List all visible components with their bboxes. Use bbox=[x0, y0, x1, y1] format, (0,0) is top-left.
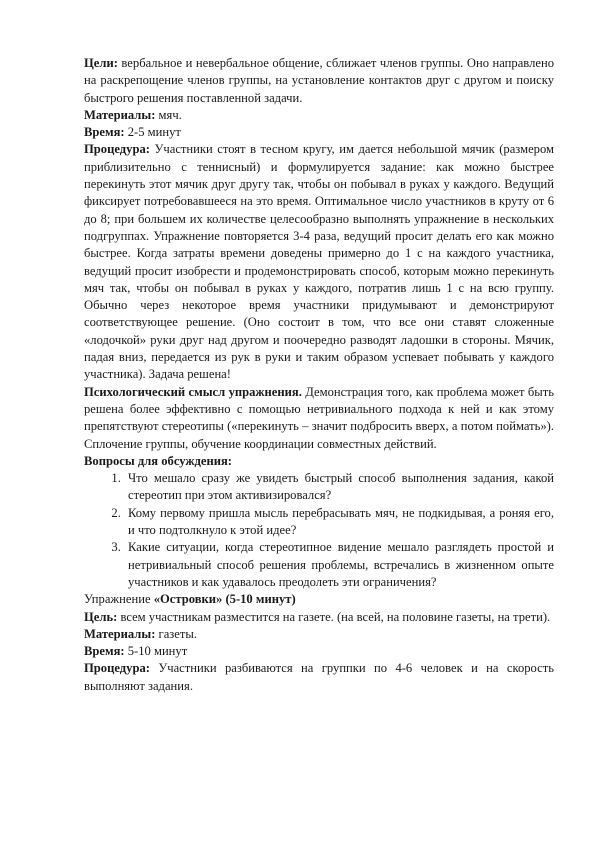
goal-label: Цели: bbox=[84, 56, 118, 70]
materials-text: мяч. bbox=[155, 107, 182, 122]
ex2-goal-label: Цель: bbox=[84, 609, 118, 624]
time-paragraph bbox=[84, 124, 554, 141]
procedure-text: Участники стоят в тесном кругу, им дается небольшой мячик (размером приблизительно с теннисный) и формулируется задание: как можно быстрее перекинуть этот мячик друг другу так, чтобы он побывал в руках у каждого. Ведущий фиксирует потребовавшееся на это время. Оптимальное число участников в круту от 6 до 8; при большем их количестве целесообразно выполнять упражнение в нескольких подгруппах. Упражнение повторяется 3-4 раза, ведущий просит делать его как можно быстрее. Когда затраты времени доведены примерно до 1 с на каждого участника, ведущий просит изобрести и продемонстрировать способ, которым можно перекинуть мяч так, чтобы он побывал в руках у каждого, потратив лишь 1 с на всю группу. Обычно через некоторое время участники придумывают и демонстрируют соответствующее решение. (Оно состоит в том, что все они ставят сложенные «лодочкой» руки друг над другом и поочередно разводят ладошки в стороны. Мячик, падая вниз, передается из рук в руки и таким образом успевает побывать у каждого участника). Задача решена! bbox=[84, 142, 554, 382]
procedure-paragraph bbox=[84, 141, 554, 383]
exercise-title bbox=[84, 591, 554, 608]
meaning-label: Психологический смысл упражнения. bbox=[84, 384, 302, 399]
ex2-goal-text: всем участникам разместится на газете. (на всей, на половине газеты, на трети). bbox=[117, 609, 551, 624]
question-item: 2. Кому первому пришла мысль перебрасывать мяч, не подкидывая, а роняя его, и что подтолкнуло к этой идее? bbox=[124, 505, 554, 540]
materials-paragraph bbox=[84, 107, 554, 124]
ex2-time-text: 5-10 минут bbox=[124, 644, 188, 659]
questions-heading: Вопросы для обсуждения: bbox=[84, 453, 232, 468]
ex2-materials-text: газеты. bbox=[155, 626, 197, 641]
questions-list bbox=[84, 470, 554, 591]
ex2-goal-paragraph bbox=[84, 609, 554, 626]
ex2-procedure-paragraph bbox=[84, 660, 554, 695]
goal-paragraph bbox=[84, 55, 554, 107]
ex2-materials-label: Материалы: bbox=[84, 626, 156, 641]
meaning-paragraph bbox=[84, 384, 554, 453]
document-page bbox=[84, 55, 554, 695]
question-item: 1. Что мешало сразу же увидеть быстрый способ выполнения задания, какой стереотип при этом активизировался? bbox=[124, 470, 554, 505]
exercise-title-prefix: Упражнение bbox=[84, 592, 154, 607]
materials-label: Материалы: bbox=[84, 107, 156, 122]
ex2-procedure-text: Участники разбиваются на группки по 4-6 человек и на скорость выполняют задания. bbox=[84, 661, 554, 693]
ex2-materials-paragraph bbox=[84, 626, 554, 643]
goal-text: вербальное и невербальное общение, сближает членов группы. Оно направлено на раскрепощение членов группы, на установление контактов друг с другом и поиску быстрого решения поставленной задачи. bbox=[84, 56, 554, 105]
meaning-text: Демонстрация того, как проблема может быть решена более эффективно с помощью нетривиального подхода к ней и как этому препятствуют стереотипы («перекинуть – значит подбросить вверх, а потом поймать»). Сплочение группы, обучение координации совместных действий. bbox=[84, 384, 554, 451]
exercise-title-name: «Островки» (5-10 минут) bbox=[153, 592, 296, 607]
ex2-time-label: Время: bbox=[84, 644, 125, 659]
ex2-time-paragraph bbox=[84, 643, 554, 660]
time-label: Время: bbox=[84, 125, 125, 140]
question-item: 3. Какие ситуации, когда стереотипное видение мешало разглядеть простой и нетривиальный способ решения проблемы, встречались в жизненном опыте участников и как удавалось преодолеть эти ограничения? bbox=[124, 539, 554, 591]
time-text: 2-5 минут bbox=[124, 125, 181, 140]
procedure-label: Процедура: bbox=[84, 142, 150, 157]
ex2-procedure-label: Процедура: bbox=[84, 661, 150, 676]
